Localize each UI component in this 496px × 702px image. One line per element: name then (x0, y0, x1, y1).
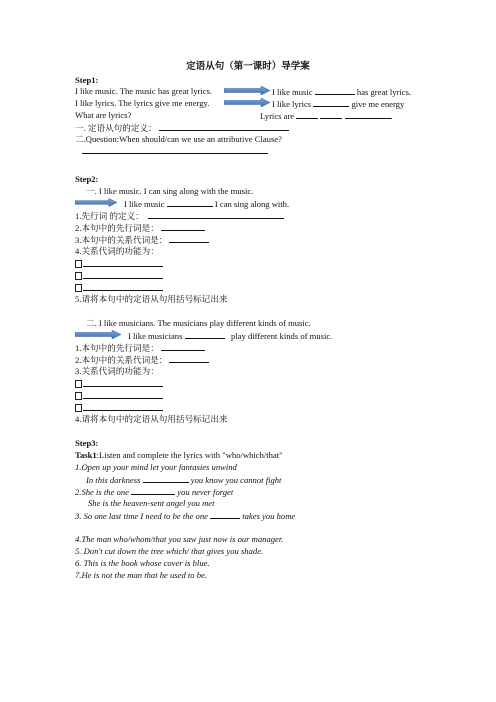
checkbox-answer-row[interactable] (75, 390, 163, 401)
step2-s2-combined: I like musicians play different kinds of music. (128, 331, 333, 341)
blank-field[interactable] (313, 98, 349, 107)
task1-line: Task1:Listen and complete the lyrics with "who/which/that" (75, 450, 283, 460)
lyric-3: 3. So one last time I need to be the one takes you home (75, 511, 296, 521)
checkbox-icon[interactable] (75, 392, 82, 400)
blank-field[interactable] (296, 110, 318, 119)
lyric-2: 2.She is the one you never forget (75, 487, 234, 497)
answer-blank[interactable] (161, 342, 205, 351)
step1-row1-left: I like music. The music has great lyrics. (75, 86, 213, 96)
blank-field[interactable] (185, 330, 225, 339)
blank-field[interactable] (167, 198, 213, 207)
step1-row2-right: I like lyrics give me energy (272, 99, 405, 109)
lyric-1: 1.Open up your mind let your fantasies unwind (75, 462, 237, 472)
step1-row2-left: I like lyrics. The lyrics give me energy. (75, 98, 210, 108)
arrow-right-icon (75, 198, 117, 207)
sentence-5: 5. Don't cut down the tree which/ that gives you shade. (75, 546, 264, 556)
step2-s2-line: 二. I like musicians. The musicians play different kinds of music. (86, 318, 311, 328)
checkbox-icon[interactable] (75, 272, 82, 280)
s1-item-2: 2.本句中的先行词是： (75, 222, 205, 233)
checkbox-icon[interactable] (75, 260, 82, 268)
s2-item-1: 1.本句中的先行词是： (75, 342, 205, 353)
checkbox-answer-row[interactable] (75, 270, 163, 281)
step1-row3-left: What are lyrics? (75, 110, 132, 120)
step2-heading: Step2: (75, 174, 99, 184)
blank-field[interactable] (320, 110, 342, 119)
blank-field[interactable] (131, 486, 175, 495)
lyric-2b: She is the heaven-sent angel you met (88, 498, 215, 508)
checkbox-answer-row[interactable] (75, 378, 163, 389)
arrow-right-icon (224, 86, 270, 95)
sentence-6: 6. This is the book whose cover is blue. (75, 558, 210, 568)
arrow-right-icon (224, 98, 270, 107)
checkbox-answer-row[interactable] (75, 282, 163, 293)
step3-heading: Step3: (75, 438, 99, 448)
checkbox-answer-row[interactable] (75, 402, 163, 413)
s2-item-3: 3.关系代词的功能为： (75, 366, 159, 376)
answer-blank[interactable] (159, 122, 289, 131)
checkbox-answer-row[interactable] (75, 258, 163, 269)
page-title: 定语从句（第一课时）导学案 (186, 62, 310, 72)
s1-item-4: 4.关系代词的功能为： (75, 246, 159, 256)
question-when: 二.Question:When should/can we use an attributive Clause? (75, 134, 282, 144)
blank-field[interactable] (315, 86, 355, 95)
checkbox-icon[interactable] (75, 284, 82, 292)
step2-s1-combined: I like music I can sing along with. (124, 199, 290, 209)
answer-line[interactable] (82, 153, 268, 154)
sentence-4: 4.The man who/whom/that you saw just now is our manager. (75, 534, 284, 544)
blank-field[interactable] (143, 474, 189, 483)
answer-blank[interactable] (169, 354, 209, 363)
checkbox-icon[interactable] (75, 380, 82, 388)
s1-item-1: 1.先行词 的定义： (75, 210, 284, 221)
answer-blank[interactable] (161, 222, 205, 231)
step1-row1-right: I like music has great lyrics. (272, 87, 412, 97)
blank-field[interactable] (345, 110, 391, 119)
s2-item-4: 4.请将本句中的定语从句用括号标记出来 (75, 414, 228, 424)
s1-item-3: 3.本句中的关系代词是： (75, 234, 209, 245)
answer-blank[interactable] (169, 234, 209, 243)
blank-field[interactable] (210, 510, 240, 519)
lyric-1b: In this darkness you know you cannot fight (86, 475, 282, 485)
s1-item-5: 5.请将本句中的定语从句用括号标记出来 (75, 294, 228, 304)
step1-heading: Step1: (75, 75, 99, 85)
arrow-right-icon (75, 330, 121, 339)
checkbox-icon[interactable] (75, 404, 82, 412)
step1-row3-right: Lyrics are . (260, 111, 393, 121)
answer-blank[interactable] (148, 210, 284, 219)
s2-item-2: 2.本句中的关系代词是： (75, 354, 209, 365)
step2-s1-line: 一. I like music. I can sing along with the music. (86, 186, 254, 196)
question-definition: 一. 定语从句的定义： (75, 122, 289, 133)
sentence-7: 7.He is not the man that he used to be. (75, 570, 207, 580)
